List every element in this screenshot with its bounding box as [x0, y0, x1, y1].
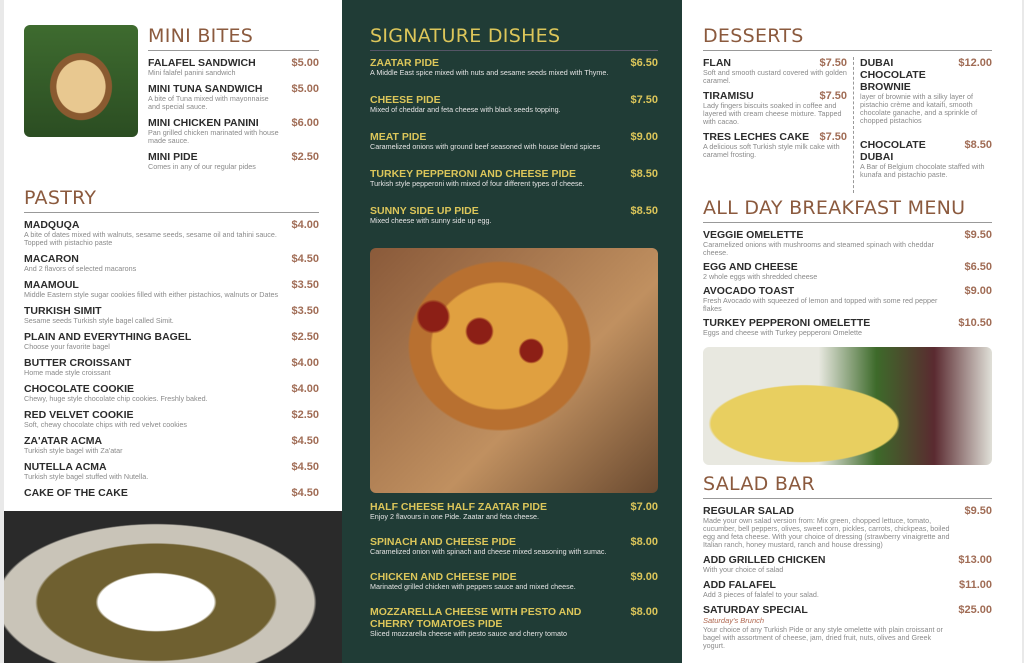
menu-item	[24, 357, 319, 377]
section-title-mini-bites: MINI BITES	[148, 25, 319, 51]
item-description: Caramelized onion with spinach and cheese mixed seasoning with sumac.	[370, 547, 607, 556]
item-description: Choose your favorite bagel	[24, 342, 110, 351]
item-description: Lady fingers biscuits soaked in coffee and layered with cream cheese mixture. Tapped with cacao.	[703, 101, 842, 126]
menu-item	[703, 505, 992, 549]
item-name: DUBAI CHOCOLATE BROWNIE	[860, 57, 926, 93]
menu-item	[24, 435, 319, 455]
item-name: NUTELLA ACMA	[24, 461, 107, 473]
item-price: $4.00	[291, 383, 319, 395]
section-title-signature-dishes: SIGNATURE DISHES	[370, 25, 658, 51]
item-price: $8.50	[630, 205, 658, 217]
item-price: $8.50	[964, 139, 992, 151]
item-price: $12.00	[958, 57, 992, 69]
item-description: A Middle East spice mixed with nuts and sesame seeds mixed with Thyme.	[370, 68, 609, 77]
item-name: TURKEY PEPPERONI AND CHEESE PIDE	[370, 168, 576, 180]
item-name: MINI PIDE	[148, 151, 198, 163]
item-description: Mixed cheese with sunny side up egg.	[370, 216, 492, 225]
item-price: $3.50	[291, 279, 319, 291]
item-description: Marinated grilled chicken with peppers sauce and mixed cheese.	[370, 582, 576, 591]
item-description: Mini falafel panini sandwich	[148, 68, 236, 77]
item-description: A delicious soft Turkish style milk cake with caramel frosting.	[703, 142, 840, 159]
item-description: Sesame seeds Turkish style bagel called Simit.	[24, 316, 174, 325]
menu-item	[148, 57, 319, 77]
item-description: Enjoy 2 flavours in one Pide. Zaatar and feta cheese.	[370, 512, 540, 521]
pide-photo	[370, 248, 658, 493]
item-name: MOZZARELLA CHEESE WITH PESTO AND CHERRY TOMATOES PIDE	[370, 606, 582, 630]
item-description: Fresh Avocado with squeezed of lemon and topped with some red pepper flakes	[703, 296, 938, 313]
pastry-section	[4, 177, 342, 505]
item-description: Caramelized onions with mushrooms and steamed spinach with cheddar cheese.	[703, 240, 934, 257]
item-price: $25.00	[958, 604, 992, 616]
menu-item	[148, 117, 319, 145]
item-description: Pan grilled chicken marinated with house made sauce.	[148, 128, 279, 145]
item-price: $7.50	[630, 94, 658, 106]
section-title-breakfast: ALL DAY BREAKFAST MENU	[703, 197, 992, 223]
item-name: REGULAR SALAD	[703, 505, 794, 517]
item-description: A bite of Tuna mixed with mayonnaise and special sauce.	[148, 94, 269, 111]
item-name: ADD GRILLED CHICKEN	[703, 554, 826, 566]
item-price: $2.50	[291, 409, 319, 421]
menu-item	[148, 83, 319, 111]
menu-item	[370, 606, 658, 638]
item-description: Comes in any of our regular pides	[148, 162, 256, 171]
menu-item	[703, 261, 992, 281]
item-name: MADQUQA	[24, 219, 80, 231]
item-price: $9.50	[964, 229, 992, 241]
menu-item	[370, 536, 658, 556]
item-description: Your choice of any Turkish Pide or any style omelette with plain croissant or bagel with assortment of cheese, jam, dried fruit, nuts, olives and Greek yogurt.	[703, 625, 943, 650]
menu-item	[860, 57, 992, 125]
desserts-columns	[703, 57, 992, 193]
menu-item	[370, 131, 658, 151]
menu-item	[370, 571, 658, 591]
item-name: SATURDAY SPECIAL	[703, 604, 808, 616]
menu-item	[24, 253, 319, 273]
item-price: $13.00	[958, 554, 992, 566]
simit-photo	[4, 511, 342, 663]
sandwich-photo	[24, 25, 138, 137]
item-description: Eggs and cheese with Turkey pepperoni Omelette	[703, 328, 863, 337]
item-description: Soft and smooth custard covered with golden caramel.	[703, 68, 847, 85]
menu-item	[703, 579, 992, 599]
menu-item	[703, 604, 992, 650]
item-description: A bite of dates mixed with walnuts, sesame seeds, sesame oil and tahini sauce. Topped with pistachio paste	[24, 230, 277, 247]
item-price: $7.50	[819, 90, 847, 102]
item-description: Turkish style pepperoni with mixed of four different types of cheese.	[370, 179, 585, 188]
item-description: Home made style croissant	[24, 368, 111, 377]
item-price: $7.50	[819, 57, 847, 69]
menu-item	[703, 90, 847, 126]
item-price: $4.50	[291, 253, 319, 265]
item-name: BUTTER CROISSANT	[24, 357, 132, 369]
mini-bites-section	[148, 25, 319, 177]
item-subtitle: Saturday's Brunch	[703, 616, 765, 625]
item-name: MAAMOUL	[24, 279, 79, 291]
item-description: Turkish style bagel stuffed with Nutella.	[24, 472, 149, 481]
mini-bites-block	[4, 25, 342, 177]
item-price: $2.50	[291, 331, 319, 343]
item-name: SUNNY SIDE UP PIDE	[370, 205, 479, 217]
item-name: TRES LECHES CAKE	[703, 131, 810, 143]
item-price: $6.50	[964, 261, 992, 273]
item-price: $5.00	[291, 83, 319, 95]
item-price: $8.00	[630, 606, 658, 618]
menu-item	[703, 317, 992, 337]
menu-item	[370, 168, 658, 188]
item-description: A Bar of Belgium chocolate staffed with kunafa and pistachio paste.	[860, 162, 985, 179]
item-description: And 2 flavors of selected macarons	[24, 264, 137, 273]
item-name: FLAN	[703, 57, 731, 69]
item-description: Add 3 pieces of falafel to your salad.	[703, 590, 819, 599]
item-header	[24, 487, 319, 499]
item-price: $4.00	[291, 357, 319, 369]
menu-item	[370, 501, 658, 521]
item-name: ADD FALAFEL	[703, 579, 776, 591]
section-title-salad-bar: SALAD BAR	[703, 473, 992, 499]
item-description: Soft, chewy chocolate chips with red velvet cookies	[24, 420, 187, 429]
item-price: $6.00	[291, 117, 319, 129]
menu-item	[148, 151, 319, 171]
item-name: AVOCADO TOAST	[703, 285, 795, 297]
menu-item	[860, 139, 992, 179]
item-name: PLAIN AND EVERYTHING BAGEL	[24, 331, 192, 343]
item-price: $11.00	[958, 579, 992, 591]
item-name: MACARON	[24, 253, 79, 265]
item-description: Chewy, huge style chocolate chip cookies. Freshly baked.	[24, 394, 208, 403]
item-price: $9.00	[630, 571, 658, 583]
item-price: $2.50	[291, 151, 319, 163]
item-name: ZAATAR PIDE	[370, 57, 440, 69]
item-price: $4.50	[291, 487, 319, 499]
item-name: VEGGIE OMELETTE	[703, 229, 804, 241]
item-header	[703, 604, 992, 616]
menu-item	[24, 279, 319, 299]
item-price: $3.50	[291, 305, 319, 317]
menu-item	[703, 229, 992, 257]
section-title-pastry: PASTRY	[24, 187, 319, 213]
item-price: $9.00	[964, 285, 992, 297]
menu-item	[24, 487, 319, 499]
menu-item	[703, 285, 992, 313]
dessert-column-divider	[853, 57, 854, 193]
item-price: $8.00	[630, 536, 658, 548]
item-price: $7.00	[630, 501, 658, 513]
item-name: CHICKEN AND CHEESE PIDE	[370, 571, 517, 583]
item-name: CAKE OF THE CAKE	[24, 487, 128, 499]
omelette-photo	[703, 347, 992, 465]
item-price: $9.00	[630, 131, 658, 143]
menu-item	[703, 131, 847, 159]
item-price: $7.50	[819, 131, 847, 143]
item-name: CHOCOLATE DUBAI	[860, 139, 926, 163]
item-name: MEAT PIDE	[370, 131, 427, 143]
item-name: SPINACH AND CHEESE PIDE	[370, 536, 517, 548]
item-name: CHOCOLATE COOKIE	[24, 383, 135, 395]
item-price: $10.50	[958, 317, 992, 329]
item-name: MINI CHICKEN PANINI	[148, 117, 259, 129]
item-name: MINI TUNA SANDWICH	[148, 83, 263, 95]
item-name: HALF CHEESE HALF ZAATAR PIDE	[370, 501, 547, 513]
menu-item	[24, 461, 319, 481]
item-description: layer of brownie with a silky layer of pistachio crème and kataifi, smooth chocolate ganache, and a sprinkle of chopped pistachios	[860, 92, 978, 125]
section-title-desserts: DESSERTS	[703, 25, 992, 51]
item-name: CHEESE PIDE	[370, 94, 441, 106]
menu-item	[24, 331, 319, 351]
left-page	[4, 0, 342, 663]
menu-item	[370, 205, 658, 225]
item-price: $8.50	[630, 168, 658, 180]
menu-item	[370, 57, 658, 77]
item-name: TURKISH SIMIT	[24, 305, 102, 317]
middle-page	[342, 0, 682, 663]
item-description: Turkish style bagel with Za'atar	[24, 446, 123, 455]
menu-item	[370, 94, 658, 114]
item-price: $6.50	[630, 57, 658, 69]
menu-item	[24, 305, 319, 325]
item-name: TURKEY PEPPERONI OMELETTE	[703, 317, 871, 329]
menu-item	[703, 554, 992, 574]
menu-item	[24, 409, 319, 429]
item-price: $4.50	[291, 435, 319, 447]
item-price: $9.50	[964, 505, 992, 517]
item-name: EGG AND CHEESE	[703, 261, 798, 273]
item-description: Caramelized onions with ground beef seasoned with house blend spices	[370, 142, 601, 151]
item-description: Sliced mozzarella cheese with pesto sauce and cherry tomato	[370, 629, 567, 638]
item-description: Mixed of cheddar and feta cheese with black seeds topping.	[370, 105, 561, 114]
item-name: TIRAMISU	[703, 90, 754, 102]
menu-item	[24, 383, 319, 403]
item-price: $5.00	[291, 57, 319, 69]
item-name: RED VELVET COOKIE	[24, 409, 134, 421]
item-price: $4.50	[291, 461, 319, 473]
item-name: FALAFEL SANDWICH	[148, 57, 256, 69]
item-description: Made your own salad version from: Mix green, chopped lettuce, tomato, cucumber, bell peppers, olives, sweet corn, pickles, carrots, chickpeas, boiled egg and feta cheese. With your choice of dressing (strawberry vinaigrette and Italian ranch, honey mustard, ranch and house dressing)	[703, 516, 950, 549]
item-header	[860, 57, 992, 93]
menu-item	[24, 219, 319, 247]
item-description: Middle Eastern style sugar cookies filled with either pistachios, walnuts or Dates	[24, 290, 279, 299]
item-price: $4.00	[291, 219, 319, 231]
item-header	[370, 606, 658, 630]
item-name: ZA'ATAR ACMA	[24, 435, 103, 447]
right-page	[682, 0, 1022, 663]
item-header	[860, 139, 992, 163]
item-description: 2 whole eggs with shredded cheese	[703, 272, 818, 281]
menu-item	[703, 57, 847, 85]
item-description: With your choice of salad	[703, 565, 784, 574]
